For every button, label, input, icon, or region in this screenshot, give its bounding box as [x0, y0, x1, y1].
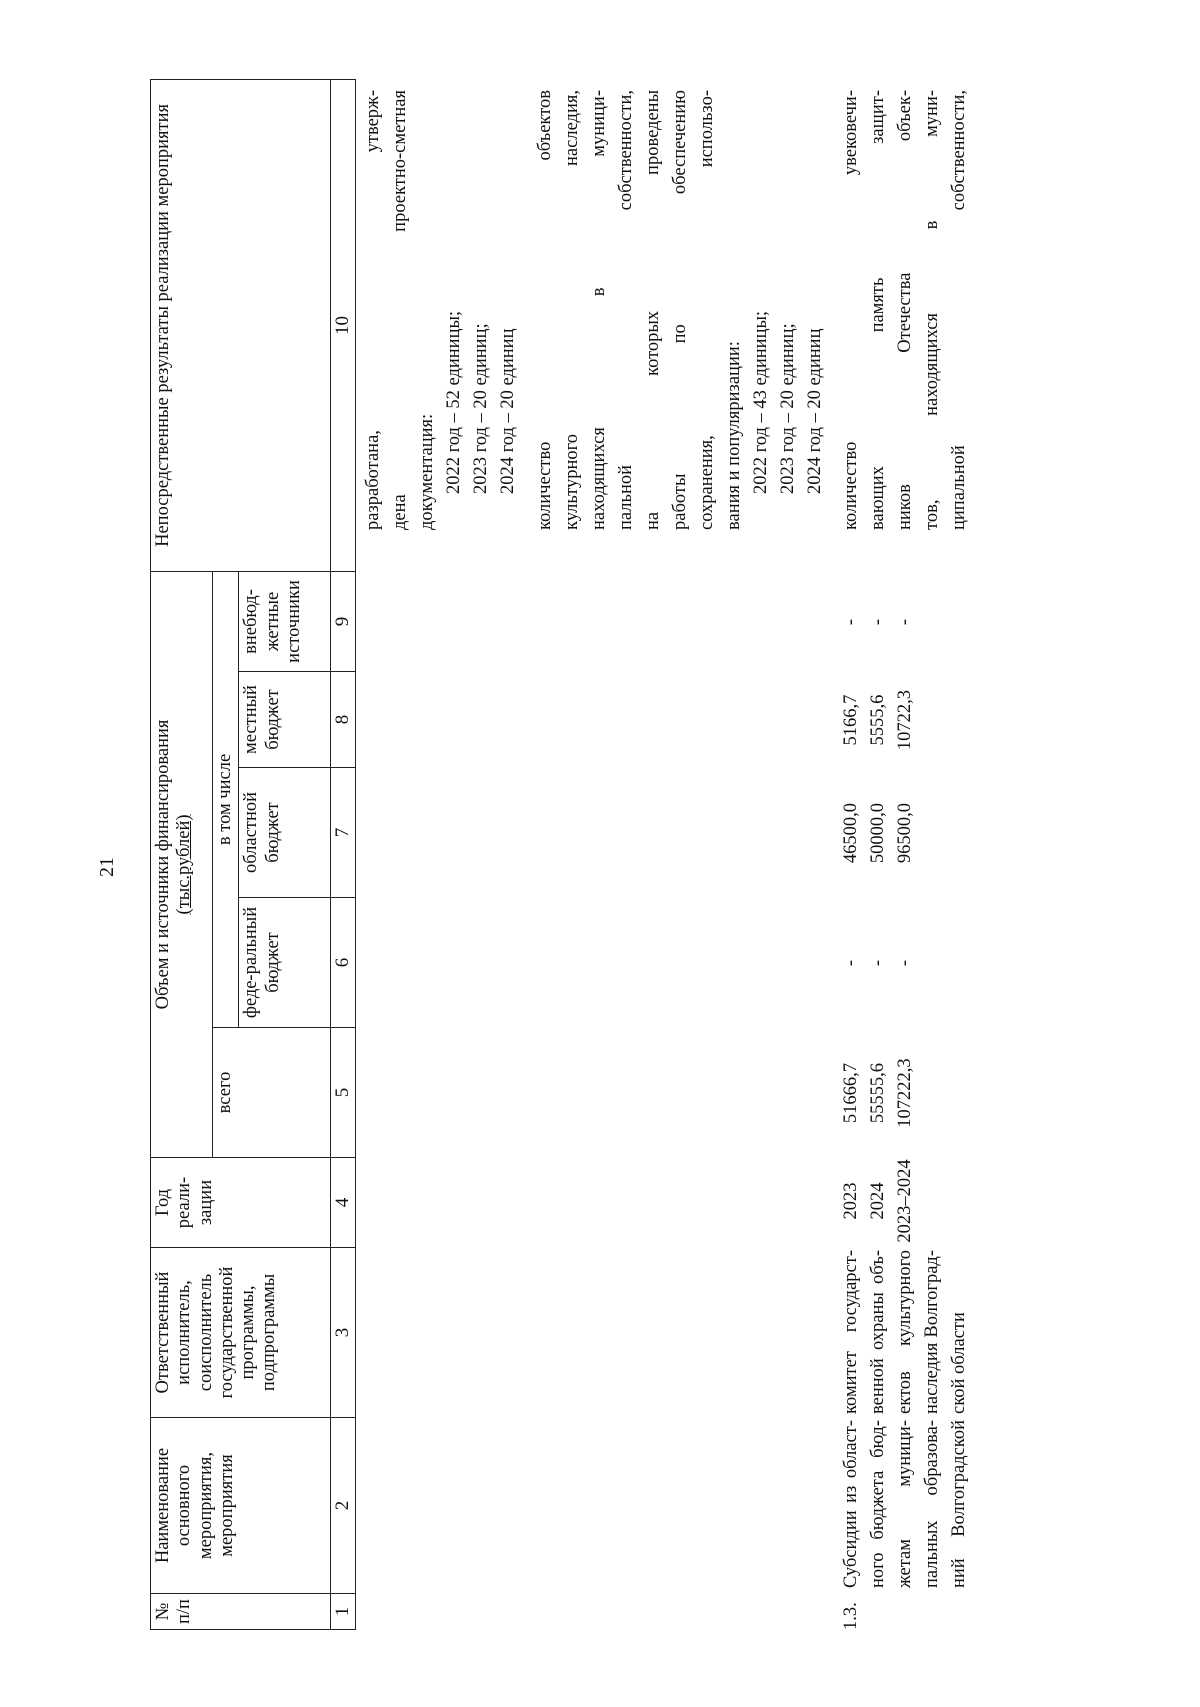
- header-financing: [151, 571, 213, 1157]
- col-number-7: 7: [331, 768, 356, 898]
- header-name: Наименование основного мероприятия, мероприятия: [151, 1418, 331, 1594]
- row-number: 1.3.: [841, 1602, 861, 1630]
- financing-unit: (тыс.рублей): [174, 814, 195, 915]
- header-results: Непосредственные результаты реализации мероприятия: [151, 79, 331, 571]
- row-result: количество увековечи- вающих память защит- ников Отечества объек- тов, находящихся в муни- ципальной собственности,: [841, 90, 969, 530]
- row-name: Субсидии из област- ного бюджета бюд- жетам муници- пальных образова- ний Волгоградской: [841, 1420, 969, 1588]
- row-executor: комитет государст- венной охраны объ- ектов культурного наследия Волгоград- ской области: [841, 1250, 969, 1414]
- header-regional: областной бюджет: [239, 768, 331, 898]
- row-federal: - - -: [841, 959, 915, 967]
- header-total: всего: [213, 1028, 331, 1158]
- financing-title: Объем и источники финансирования: [153, 719, 173, 1010]
- rotated-table-sheet: [150, 80, 1050, 1630]
- row-local: 5166,7 5555,6 10722,3: [841, 689, 915, 751]
- row-extra: - - -: [841, 618, 915, 626]
- col-number-2: 2: [331, 1418, 356, 1594]
- col-number-9: 9: [331, 571, 356, 671]
- page-number: 21: [96, 857, 118, 877]
- header-extra: внебюд-жетные источники: [239, 571, 331, 671]
- header-including: в том числе: [213, 571, 239, 1027]
- col-number-4: 4: [331, 1158, 356, 1248]
- col-number-10: 10: [331, 79, 356, 571]
- row-years: 2023 2024 2023–2024: [841, 1159, 915, 1243]
- header-federal: феде-ральный бюджет: [239, 898, 331, 1028]
- header-executor: Ответственный исполнитель, соисполнитель государственной программы, подпрограммы: [151, 1248, 331, 1418]
- row-total: 51666,7 55555,6 107222,3: [841, 1058, 915, 1128]
- header-number: № п/п: [151, 1594, 331, 1630]
- row-regional: 46500,0 50000,0 96500,0: [841, 802, 915, 864]
- col-number-1: 1: [331, 1594, 356, 1630]
- result-block-design-docs: разработана, утверж- дена проектно-сметная документация: 2022 год – 52 единицы; 2023 год – 20 единиц; 2024 год – 20 единиц: [363, 90, 518, 530]
- col-number-8: 8: [331, 672, 356, 768]
- col-number-3: 3: [331, 1248, 356, 1418]
- col-number-6: 6: [331, 898, 356, 1028]
- result-block-heritage-objects: количество объектов культурного наследия, находящихся в муници- пальной собственности, на которых проведены работы по обеспечению сохранения, использо- вания и популяризации: 2022 год – 43 единицы; 2023 год – 20 единиц; 2024 год – 20 единиц: [535, 90, 825, 530]
- header-table: [150, 79, 356, 1630]
- header-local: местный бюджет: [239, 672, 331, 768]
- col-number-5: 5: [331, 1028, 356, 1158]
- header-year: Год реали-зации: [151, 1158, 331, 1248]
